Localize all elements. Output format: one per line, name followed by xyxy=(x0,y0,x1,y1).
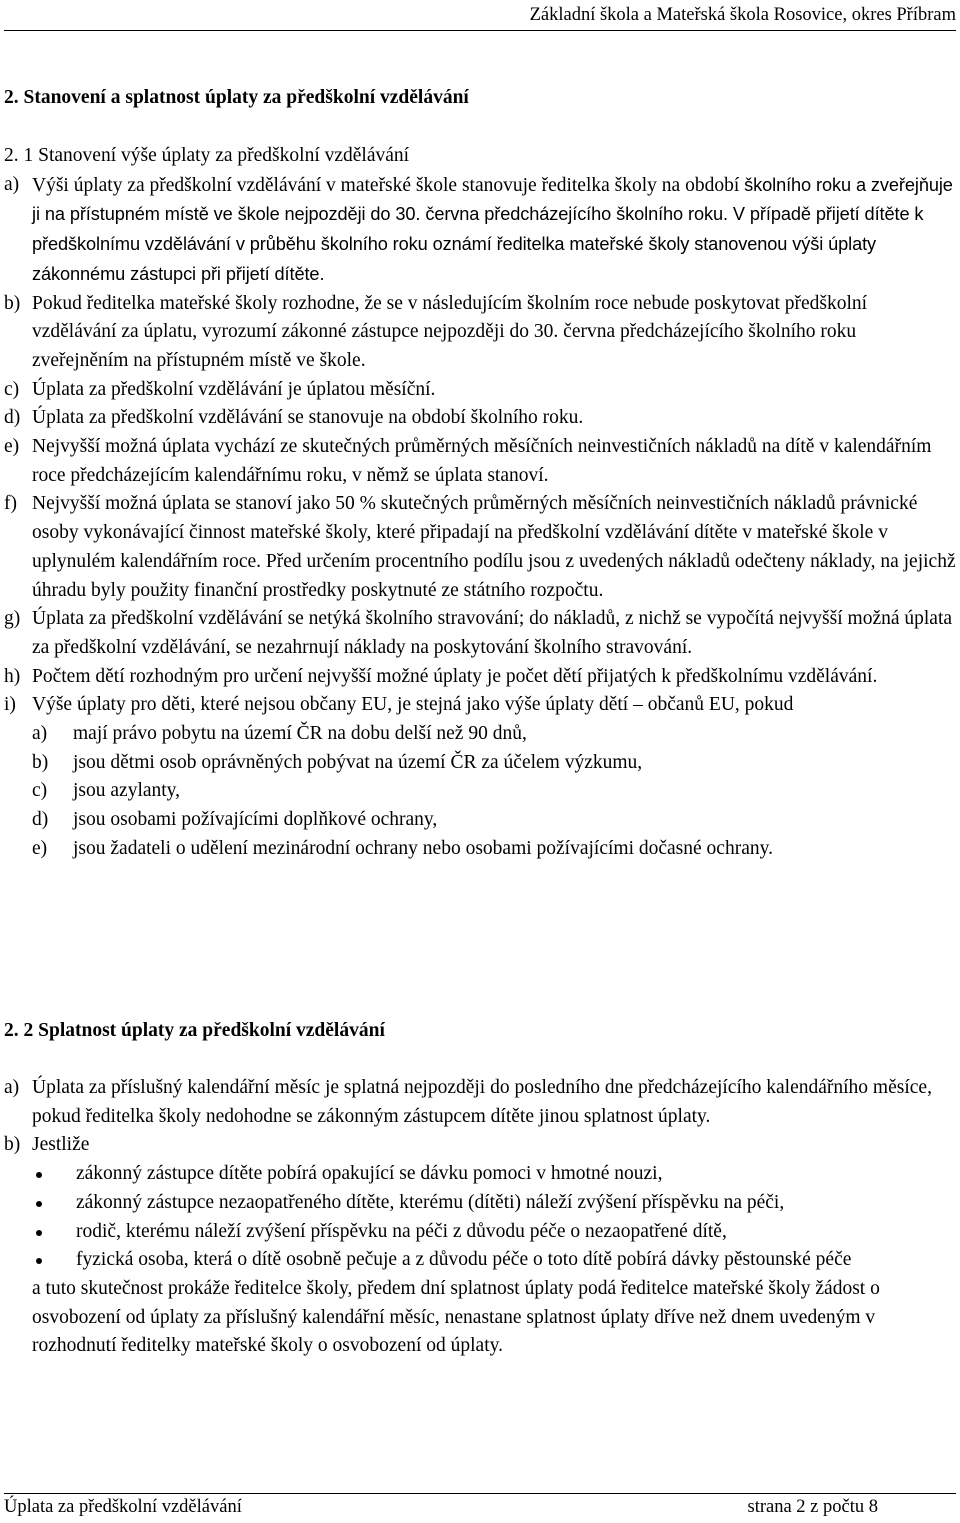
section-2-2 xyxy=(4,1074,956,1361)
list-item xyxy=(4,171,956,290)
list-item: h) Počtem dětí rozhodným pro určení nejvyšší možné úplaty je počet dětí přijatých k předškolnímu vzdělávání. xyxy=(4,665,878,687)
bullet-icon xyxy=(36,1172,42,1178)
sub-list-item: b) jsou dětmi osob oprávněných pobývat na území ČR za účelem výzkumu, xyxy=(32,751,643,773)
list-item: g) Úplata za předškolní vzdělávání se netýká školního stravování; do nákladů, z nichž se vypočítá nejvyšší možná úplata za předškolní vzdělávání, se nezahrnují náklady na poskytování školního stravování. xyxy=(4,608,953,658)
sub-list-item: e) jsou žadateli o udělení mezinárodní ochrany nebo osobami požívajícími dočasné ochrany. xyxy=(32,837,773,859)
section-2-2-title: 2. 2 Splatnost úplaty za předškolní vzdělávání xyxy=(4,1020,385,1041)
bullet-item: rodič, kterému náleží zvýšení příspěvku na péči z důvodu péče o nezaopatřené dítě, xyxy=(4,1218,956,1247)
item-text: Výši úplaty za předškolní vzdělávání v mateřské škole stanovuje ředitelka školy na období školního roku a zveřejňuje ji na přístupném místě ve škole nejpozději do 30. června předcházejícího školního roku. V případě přijetí dítěte k předškolnímu vzdělávání v průběhu školního roku oznámí ředitelka mateřské školy stanovenou výši úplaty zákonnému zástupci při přijetí dítěte. xyxy=(32,174,953,284)
bullet-icon xyxy=(36,1258,42,1264)
item-label: a) xyxy=(4,173,20,195)
bullet-item: fyzická osoba, která o dítě osobně pečuje a z důvodu péče o toto dítě pobírá dávky pěstounské péče xyxy=(4,1246,956,1275)
list-item: f) Nejvyšší možná úplata se stanoví jako 50 % skutečných průměrných měsíčních neinvestičních nákladů právnické osoby vykonávající činnost mateřské školy, které připadají na předškolní vzdělávání dítěte v mateřské škole v uplynulém kalendářním roce. Před určením procentního podílu jsou z uvedených nákladů odečteny náklady, na jejichž úhradu byly použity finanční prostředky poskytnuté ze státního rozpočtu. xyxy=(4,493,956,601)
list-item: e) Nejvyšší možná úplata vychází ze skutečných průměrných měsíčních neinvestičních nákladů na dítě v kalendářním roce předcházejícím kalendářnímu roku, v němž se úplata stanoví. xyxy=(4,436,932,486)
bullet-icon xyxy=(36,1201,42,1207)
section-2-1 xyxy=(4,142,956,864)
bullet-icon xyxy=(36,1230,42,1236)
page-number: strana 2 z počtu 8 xyxy=(747,1497,878,1517)
bullet-item: zákonný zástupce nezaopatřeného dítěte, kterému (dítěti) náleží zvýšení příspěvku na péči, xyxy=(4,1189,956,1218)
sub-list xyxy=(4,720,956,864)
list-item: d) Úplata za předškolní vzdělávání se stanovuje na období školního roku. xyxy=(4,407,584,429)
list-item: b) Jestliže xyxy=(4,1134,90,1156)
sub-list-item: a) mají právo pobytu na území ČR na dobu delší než 90 dnů, xyxy=(32,723,527,745)
section-2-title: 2. Stanovení a splatnost úplaty za předškolní vzdělávání xyxy=(4,87,469,108)
sub-list-item: d) jsou osobami požívajícími doplňkové ochrany, xyxy=(32,809,438,831)
list-item: a) Úplata za příslušný kalendářní měsíc je splatná nejpozději do posledního dne předcházejícího kalendářního měsíce, pokud ředitelka školy nedohodne se zákonným zástupcem dítěte jinou splatnost úplaty. xyxy=(4,1077,932,1127)
closing-paragraph: a tuto skutečnost prokáže ředitelce školy, předem dní splatnost úplaty podá ředitelce mateřské školy žádost o osvobození od úplaty za příslušný kalendářní měsíc, nenastane splatnost úplaty dříve než dnem uvedeným v rozhodnutí ředitelky mateřské školy o osvobození od úplaty. xyxy=(32,1277,880,1357)
list-item: c) Úplata za předškolní vzdělávání je úplatou měsíční. xyxy=(4,378,436,400)
section-2-1-title: 2. 1 Stanovení výše úplaty za předškolní vzdělávání xyxy=(4,145,410,166)
list-item: b) Pokud ředitelka mateřské školy rozhodne, že se v následujícím školním roce nebude poskytovat předškolní vzdělávání za úplatu, vyrozumí zákonné zástupce nejpozději do 30. června předcházejícího školního roku zveřejněním na přístupném místě ve škole. xyxy=(4,292,868,371)
list-item: i) Výše úplaty pro děti, které nejsou občany EU, je stejná jako výše úplaty dětí – občanů EU, pokud xyxy=(4,694,794,716)
footer-rule xyxy=(4,1493,956,1494)
bullet-item: zákonný zástupce dítěte pobírá opakující se dávku pomoci v hmotné nouzi, xyxy=(4,1160,956,1189)
header-rule xyxy=(4,30,956,31)
sub-list-item: c) jsou azylanty, xyxy=(32,780,181,802)
footer-title: Úplata za předškolní vzdělávání xyxy=(4,1497,242,1517)
page-header: Základní škola a Mateřská škola Rosovice, okres Příbram xyxy=(529,5,956,25)
